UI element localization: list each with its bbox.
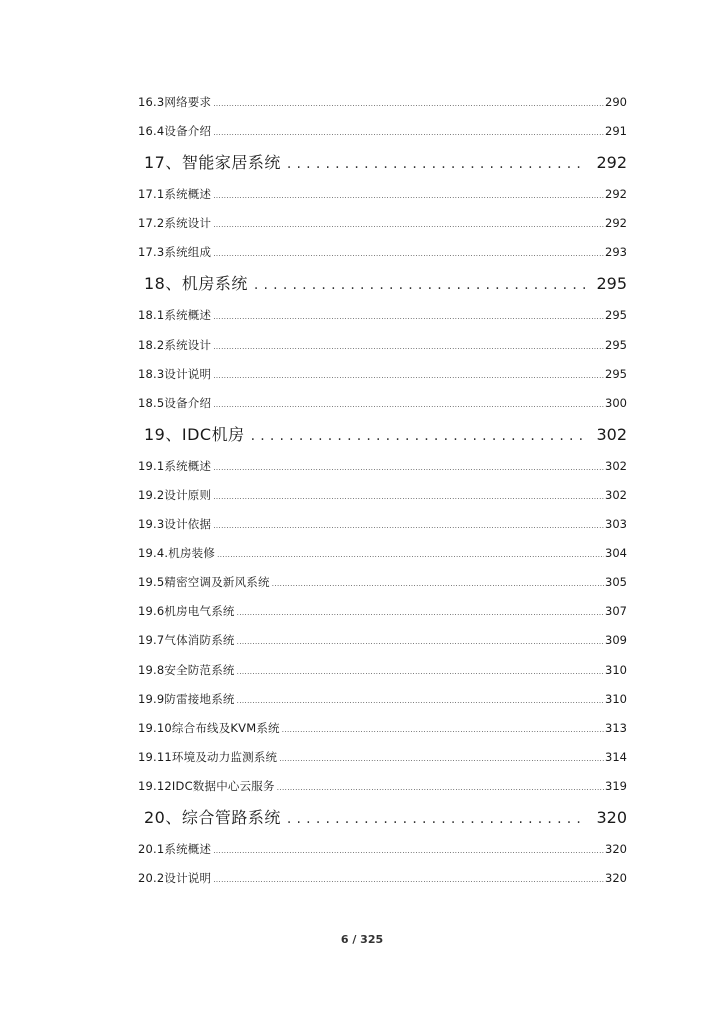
dot-leader xyxy=(213,182,604,209)
toc-entry-title: 17.2系统设计 xyxy=(138,216,212,231)
toc-entry-page-number: 310 xyxy=(605,662,627,677)
toc-section-entry[interactable] xyxy=(138,656,627,685)
toc-entry-page-number: 295 xyxy=(596,274,627,294)
toc-entry-title: 18.1系统概述 xyxy=(138,308,212,323)
toc-entry-title: 17、智能家居系统 xyxy=(144,153,281,173)
dot-leader xyxy=(287,802,587,835)
dot-leader xyxy=(217,541,604,568)
toc-entry-title: 19.12IDC数据中心云服务 xyxy=(138,778,275,793)
dot-leader xyxy=(213,454,604,481)
toc-entry-title: 18.3设计说明 xyxy=(138,366,212,381)
toc-entry-page-number: 295 xyxy=(605,337,627,352)
dot-leader xyxy=(287,147,587,180)
toc-entry-title: 19.4.机房装修 xyxy=(138,546,216,561)
dot-leader xyxy=(213,333,604,360)
dot-leader xyxy=(213,240,604,267)
toc-entry-title: 19.5精密空调及新风系统 xyxy=(138,575,270,590)
toc-entry-page-number: 314 xyxy=(605,749,627,764)
toc-entry-page-number: 320 xyxy=(605,841,627,856)
toc-entry-title: 19、IDC机房 xyxy=(144,424,245,444)
dot-leader xyxy=(213,391,604,418)
toc-entry-page-number: 293 xyxy=(605,245,627,260)
toc-section-entry[interactable] xyxy=(138,714,627,743)
toc-section-entry[interactable] xyxy=(138,626,627,655)
dot-leader xyxy=(213,483,604,510)
table-of-contents xyxy=(138,88,627,893)
toc-entry-title: 20.1系统概述 xyxy=(138,841,212,856)
toc-section-entry[interactable] xyxy=(138,864,627,893)
toc-section-entry[interactable] xyxy=(138,209,627,238)
toc-entry-title: 19.1系统概述 xyxy=(138,458,212,473)
toc-entry-title: 17.1系统概述 xyxy=(138,187,212,202)
toc-entry-page-number: 303 xyxy=(605,517,627,532)
toc-entry-title: 19.8安全防范系统 xyxy=(138,662,235,677)
toc-section-entry[interactable] xyxy=(138,452,627,481)
toc-entry-title: 19.2设计原则 xyxy=(138,487,212,502)
toc-entry-page-number: 320 xyxy=(596,807,627,827)
toc-entry-title: 19.11环境及动力监测系统 xyxy=(138,749,278,764)
toc-entry-title: 18、机房系统 xyxy=(144,274,248,294)
toc-entry-page-number: 302 xyxy=(596,424,627,444)
toc-entry-page-number: 295 xyxy=(605,308,627,323)
toc-section-entry[interactable] xyxy=(138,360,627,389)
toc-entry-title: 16.3网络要求 xyxy=(138,95,212,109)
toc-entry-page-number: 292 xyxy=(605,216,627,231)
toc-entry-page-number: 304 xyxy=(605,546,627,561)
dot-leader xyxy=(213,119,604,146)
dot-leader xyxy=(237,599,604,626)
dot-leader xyxy=(251,419,587,452)
dot-leader xyxy=(213,211,604,238)
toc-section-entry[interactable] xyxy=(138,510,627,539)
toc-entry-title: 18.5设备介绍 xyxy=(138,395,212,410)
toc-chapter-entry[interactable] xyxy=(138,267,627,301)
toc-entry-title: 17.3系统组成 xyxy=(138,245,212,260)
page-number-footer: 6 / 325 xyxy=(340,933,384,946)
dot-leader xyxy=(272,570,604,597)
toc-section-entry[interactable] xyxy=(138,481,627,510)
toc-entry-title: 19.9防雷接地系统 xyxy=(138,691,235,706)
toc-section-entry[interactable] xyxy=(138,772,627,801)
toc-section-entry[interactable] xyxy=(138,597,627,626)
dot-leader xyxy=(237,687,604,714)
toc-entry-title: 19.10综合布线及KVM系统 xyxy=(138,720,280,735)
dot-leader xyxy=(282,716,604,743)
dot-leader xyxy=(213,303,604,330)
toc-chapter-entry[interactable] xyxy=(138,146,627,180)
toc-entry-page-number: 292 xyxy=(596,153,627,173)
toc-section-entry[interactable] xyxy=(138,117,627,146)
toc-entry-page-number: 302 xyxy=(605,487,627,502)
toc-entry-title: 20.2设计说明 xyxy=(138,871,212,886)
toc-entry-page-number: 302 xyxy=(605,458,627,473)
toc-section-entry[interactable] xyxy=(138,389,627,418)
toc-entry-page-number: 305 xyxy=(605,575,627,590)
toc-entry-title: 16.4设备介绍 xyxy=(138,124,212,139)
toc-entry-page-number: 300 xyxy=(605,395,627,410)
toc-entry-page-number: 310 xyxy=(605,691,627,706)
toc-section-entry[interactable] xyxy=(138,331,627,360)
toc-section-entry[interactable] xyxy=(138,743,627,772)
toc-entry-page-number: 319 xyxy=(605,778,627,793)
dot-leader xyxy=(213,362,604,389)
toc-entry-page-number: 309 xyxy=(605,633,627,648)
dot-leader xyxy=(213,512,604,539)
toc-entry-title: 18.2系统设计 xyxy=(138,337,212,352)
dot-leader xyxy=(279,745,604,772)
toc-section-entry[interactable] xyxy=(138,568,627,597)
toc-entry-page-number: 307 xyxy=(605,604,627,619)
toc-section-entry[interactable] xyxy=(138,835,627,864)
dot-leader xyxy=(213,837,604,864)
dot-leader xyxy=(213,90,604,117)
toc-entry-title: 19.6机房电气系统 xyxy=(138,604,235,619)
toc-entry-page-number: 295 xyxy=(605,366,627,381)
toc-entry-page-number: 313 xyxy=(605,720,627,735)
toc-section-entry[interactable] xyxy=(138,685,627,714)
toc-entry-page-number: 320 xyxy=(605,871,627,886)
toc-section-entry[interactable] xyxy=(138,88,627,117)
toc-entry-title: 20、综合管路系统 xyxy=(144,807,281,827)
toc-section-entry[interactable] xyxy=(138,180,627,209)
toc-entry-page-number: 291 xyxy=(605,124,627,139)
toc-entry-page-number: 292 xyxy=(605,187,627,202)
dot-leader xyxy=(254,268,587,301)
toc-entry-title: 19.7气体消防系统 xyxy=(138,633,235,648)
toc-chapter-entry[interactable] xyxy=(138,418,627,452)
dot-leader xyxy=(237,658,604,685)
toc-section-entry[interactable] xyxy=(138,301,627,330)
toc-section-entry[interactable] xyxy=(138,238,627,267)
dot-leader xyxy=(237,628,604,655)
dot-leader xyxy=(213,866,604,893)
toc-section-entry[interactable] xyxy=(138,539,627,568)
toc-chapter-entry[interactable] xyxy=(138,801,627,835)
toc-entry-page-number: 290 xyxy=(605,95,627,109)
dot-leader xyxy=(277,774,604,801)
toc-entry-title: 19.3设计依据 xyxy=(138,517,212,532)
